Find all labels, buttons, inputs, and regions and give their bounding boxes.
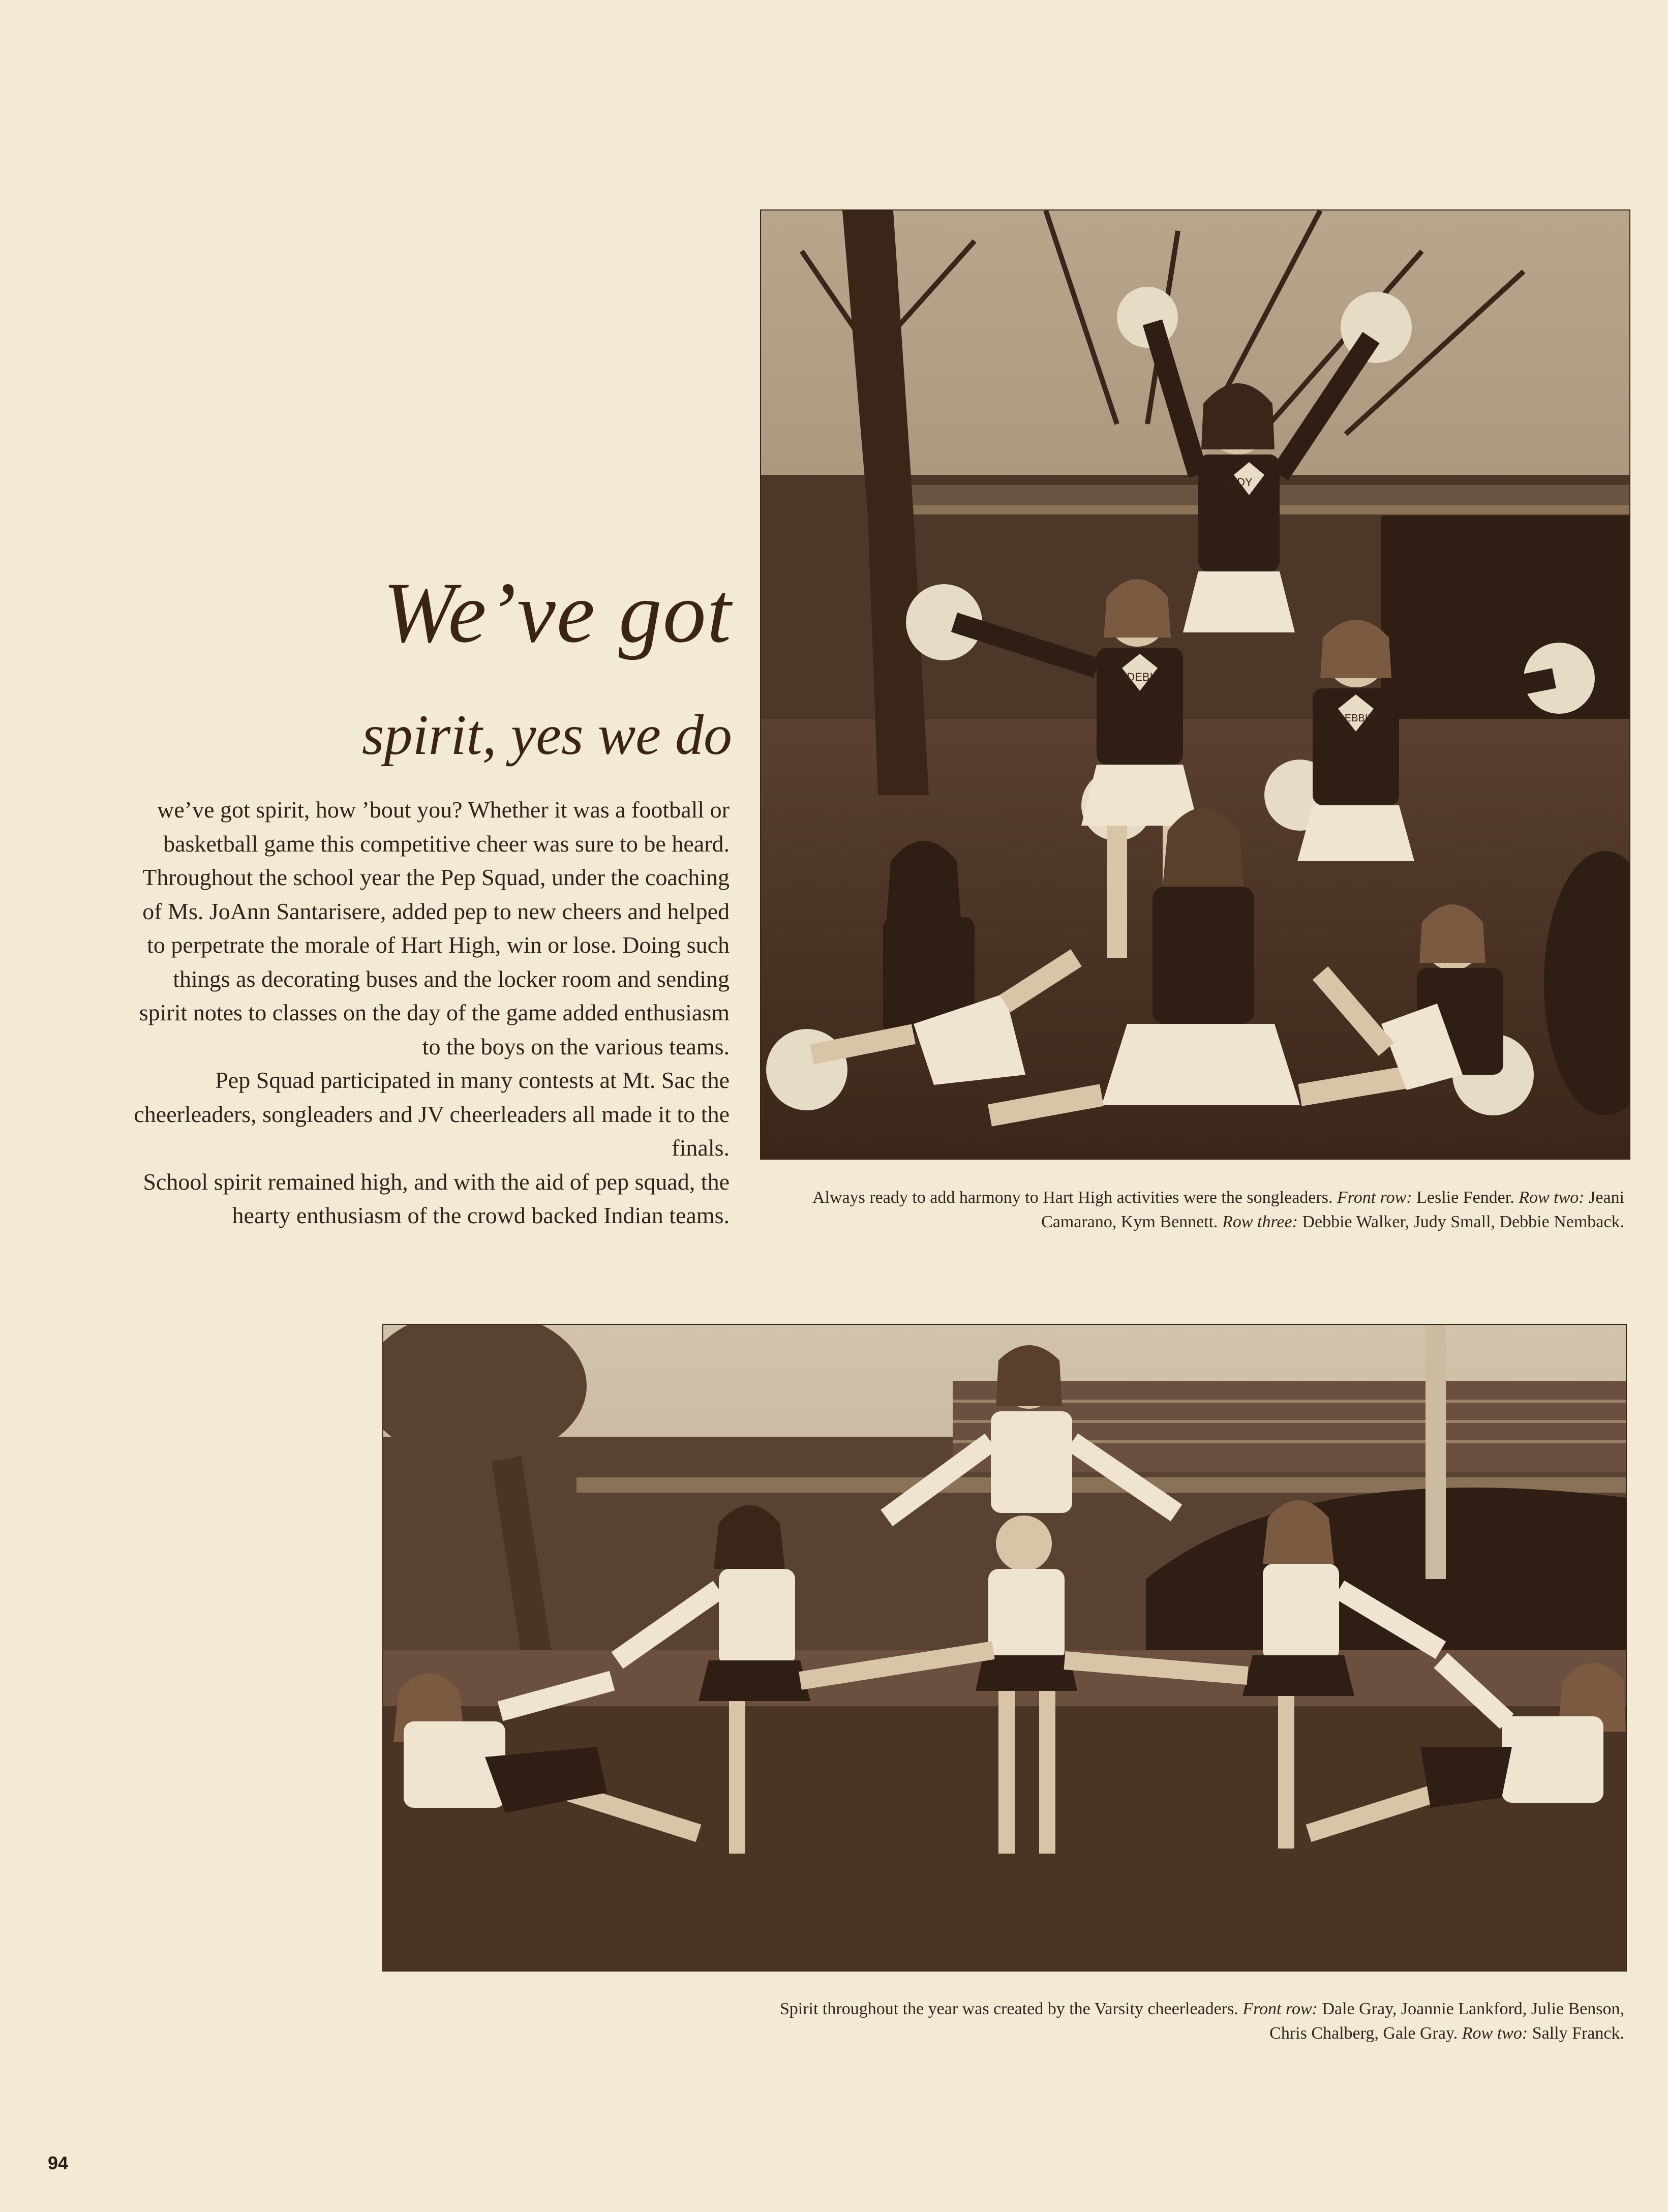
caption-top-label-2: Row two: [1519,1188,1585,1207]
caption-top-label-1: Front row: [1337,1188,1412,1207]
caption-top-names-1: Leslie Fender. [1416,1188,1514,1207]
article-body [127,793,730,1233]
page-number: 94 [48,2153,69,2173]
caption-top-lead: Always ready to add harmony to Hart High activities were the songleaders. [812,1188,1333,1207]
caption-top-label-3: Row three: [1222,1213,1298,1231]
body-paragraph-1: we’ve got spirit, how ’bout you? Whether it was a football or basketball game this competitive cheer was sure to be heard. Throughout the school year the Pep Squad, under the coaching of Ms. JoAnn Santarisere, added pep to new cheers and helped to perpetrate the morale of Hart High, win or lose. Doing such things as decorating buses and the locker room and sending spirit notes to classes on the day of the game added enthusiasm to the boys on the various teams. [139,797,730,1059]
headline-line-2: spirit, yes we do [362,704,732,767]
varsity-cheerleaders-photo [383,1325,1626,1971]
songleaders-photo-art [761,210,1629,1159]
songleaders-caption [793,1186,1624,1234]
varsity-cheerleaders-photo-art [383,1325,1626,1971]
sweater-name-judy: JUDY [1223,476,1253,489]
sweater-name-debi: DEBI [1127,671,1153,683]
body-paragraph-3: School spirit remained high, and with the aid of pep squad, the hearty enthusiasm of the crowd backed Indian teams. [143,1168,730,1228]
caption-bottom-names-2: Sally Franck. [1532,2024,1624,2043]
body-paragraph-2: Pep Squad participated in many contests at Mt. Sac the cheerleaders, songleaders and JV cheerleaders all made it to the finals. [134,1067,730,1161]
songleaders-photo [761,210,1629,1159]
headline-line-1: We’ve got [383,565,732,660]
caption-bottom-lead: Spirit throughout the year was created by the Varsity cheerleaders. [779,1999,1238,2018]
caption-top-names-3: Debbie Walker, Judy Small, Debbie Nemback. [1302,1213,1624,1231]
varsity-caption [763,1997,1624,2046]
caption-top-names-2: Jeani Camarano, Kym Bennett. [1041,1188,1624,1231]
caption-bottom-label-2: Row two: [1462,2024,1528,2043]
sweater-name-debbie: DEBBIE [1337,713,1375,724]
caption-bottom-label-1: Front row: [1242,1999,1318,2018]
caption-bottom-names-1: Dale Gray, Joannie Lankford, Julie Benson, Chris Chalberg, Gale Gray. [1269,1999,1624,2043]
